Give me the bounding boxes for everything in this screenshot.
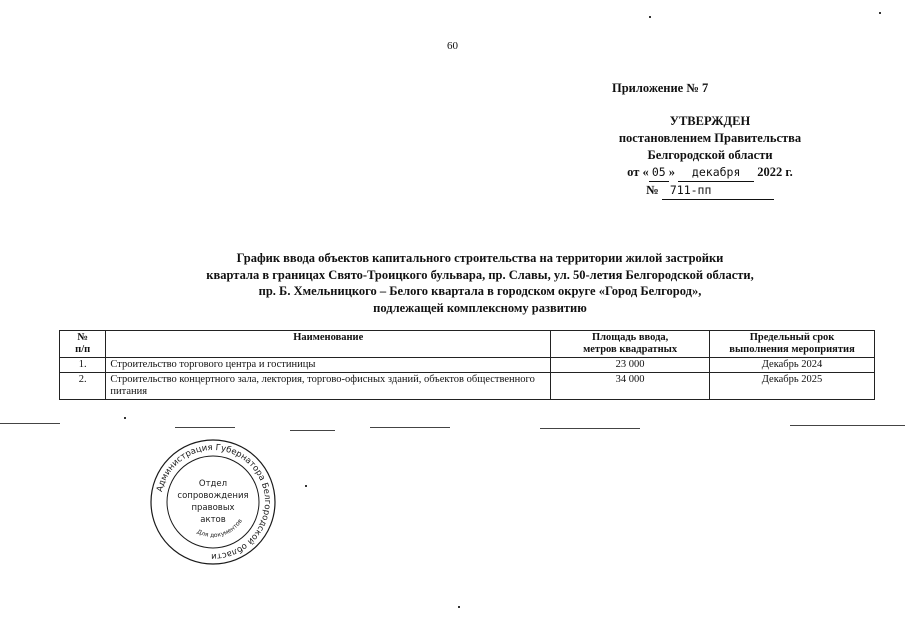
- date-prefix: от «: [627, 165, 649, 179]
- header-area-line-2: метров квадратных: [583, 344, 678, 355]
- header-num-line-1: №: [77, 332, 88, 343]
- scan-speck: [649, 16, 651, 18]
- approval-number: [590, 182, 830, 200]
- stamp-line-3: правовых: [191, 503, 235, 513]
- scan-speck: [305, 485, 307, 487]
- scan-line: [370, 427, 450, 428]
- approval-heading: УТВЕРЖДЕН: [669, 114, 751, 128]
- title-line-1: График ввода объектов капитального строительства на территории жилой застройки: [236, 251, 724, 265]
- schedule-table: [59, 330, 875, 400]
- title-line-2: квартала в границах Свято-Троицкого бульвара, пр. Славы, ул. 50-летия Белгородской области,: [206, 267, 754, 282]
- approval-date: [590, 164, 830, 182]
- table-header-row: [60, 331, 875, 358]
- row-num: 1.: [60, 358, 106, 373]
- row-name: Строительство торгового центра и гостиницы: [106, 358, 551, 373]
- approval-line-1: постановлением Правительства: [618, 131, 802, 145]
- row-area: 34 000: [551, 373, 710, 400]
- scan-speck: [879, 12, 881, 14]
- scan-line: [790, 425, 905, 426]
- number-value: 711-пп: [662, 182, 774, 200]
- scan-speck: [458, 606, 460, 608]
- header-num-line-2: п/п: [75, 344, 91, 355]
- stamp-line-2: сопровождения: [177, 491, 249, 501]
- header-deadline-line-2: выполнения мероприятия: [729, 344, 855, 355]
- date-day: 05: [649, 164, 669, 182]
- header-area: [551, 331, 710, 358]
- scan-speck: [124, 417, 126, 419]
- stamp-ring-text: Администрация Губернатора Белгородской области: [155, 442, 273, 562]
- date-year: 2022 г.: [757, 165, 793, 179]
- row-num: 2.: [60, 373, 106, 400]
- scan-line: [175, 427, 235, 428]
- header-area-line-1: Площадь ввода,: [591, 332, 669, 343]
- header-name: Наименование: [106, 331, 551, 358]
- row-name: Строительство концертного зала, лектория, торгово-офисных зданий, объектов общественного питания: [106, 373, 551, 400]
- header-num: [60, 331, 106, 358]
- stamp-inner-arc-text: Для документов: [195, 517, 244, 540]
- title-line-4: подлежащей комплексному развитию: [373, 300, 587, 315]
- scan-line: [0, 423, 60, 424]
- document-title: [90, 250, 870, 316]
- number-prefix: №: [646, 183, 659, 197]
- row-deadline: Декабрь 2024: [710, 358, 875, 373]
- page-number: 60: [447, 40, 458, 52]
- approval-block: [590, 113, 830, 200]
- scan-line: [290, 430, 335, 431]
- date-close: »: [668, 165, 676, 179]
- header-deadline: [710, 331, 875, 358]
- row-area: 23 000: [551, 358, 710, 373]
- table-row: [60, 373, 875, 400]
- date-month: декабря: [678, 164, 754, 182]
- stamp-line-4: актов: [200, 515, 226, 525]
- stamp-outer-ring: [151, 440, 275, 564]
- row-deadline: Декабрь 2025: [710, 373, 875, 400]
- table-row: [60, 358, 875, 373]
- scan-line: [540, 428, 640, 429]
- official-stamp: [148, 437, 278, 567]
- title-line-3: пр. Б. Хмельницкого – Белого квартала в городском округе «Город Белгород»,: [258, 284, 702, 298]
- header-deadline-line-1: Предельный срок: [749, 332, 835, 343]
- stamp-line-1: Отдел: [198, 479, 228, 489]
- approval-line-2: Белгородской области: [647, 148, 773, 162]
- appendix-label: Приложение № 7: [612, 81, 709, 95]
